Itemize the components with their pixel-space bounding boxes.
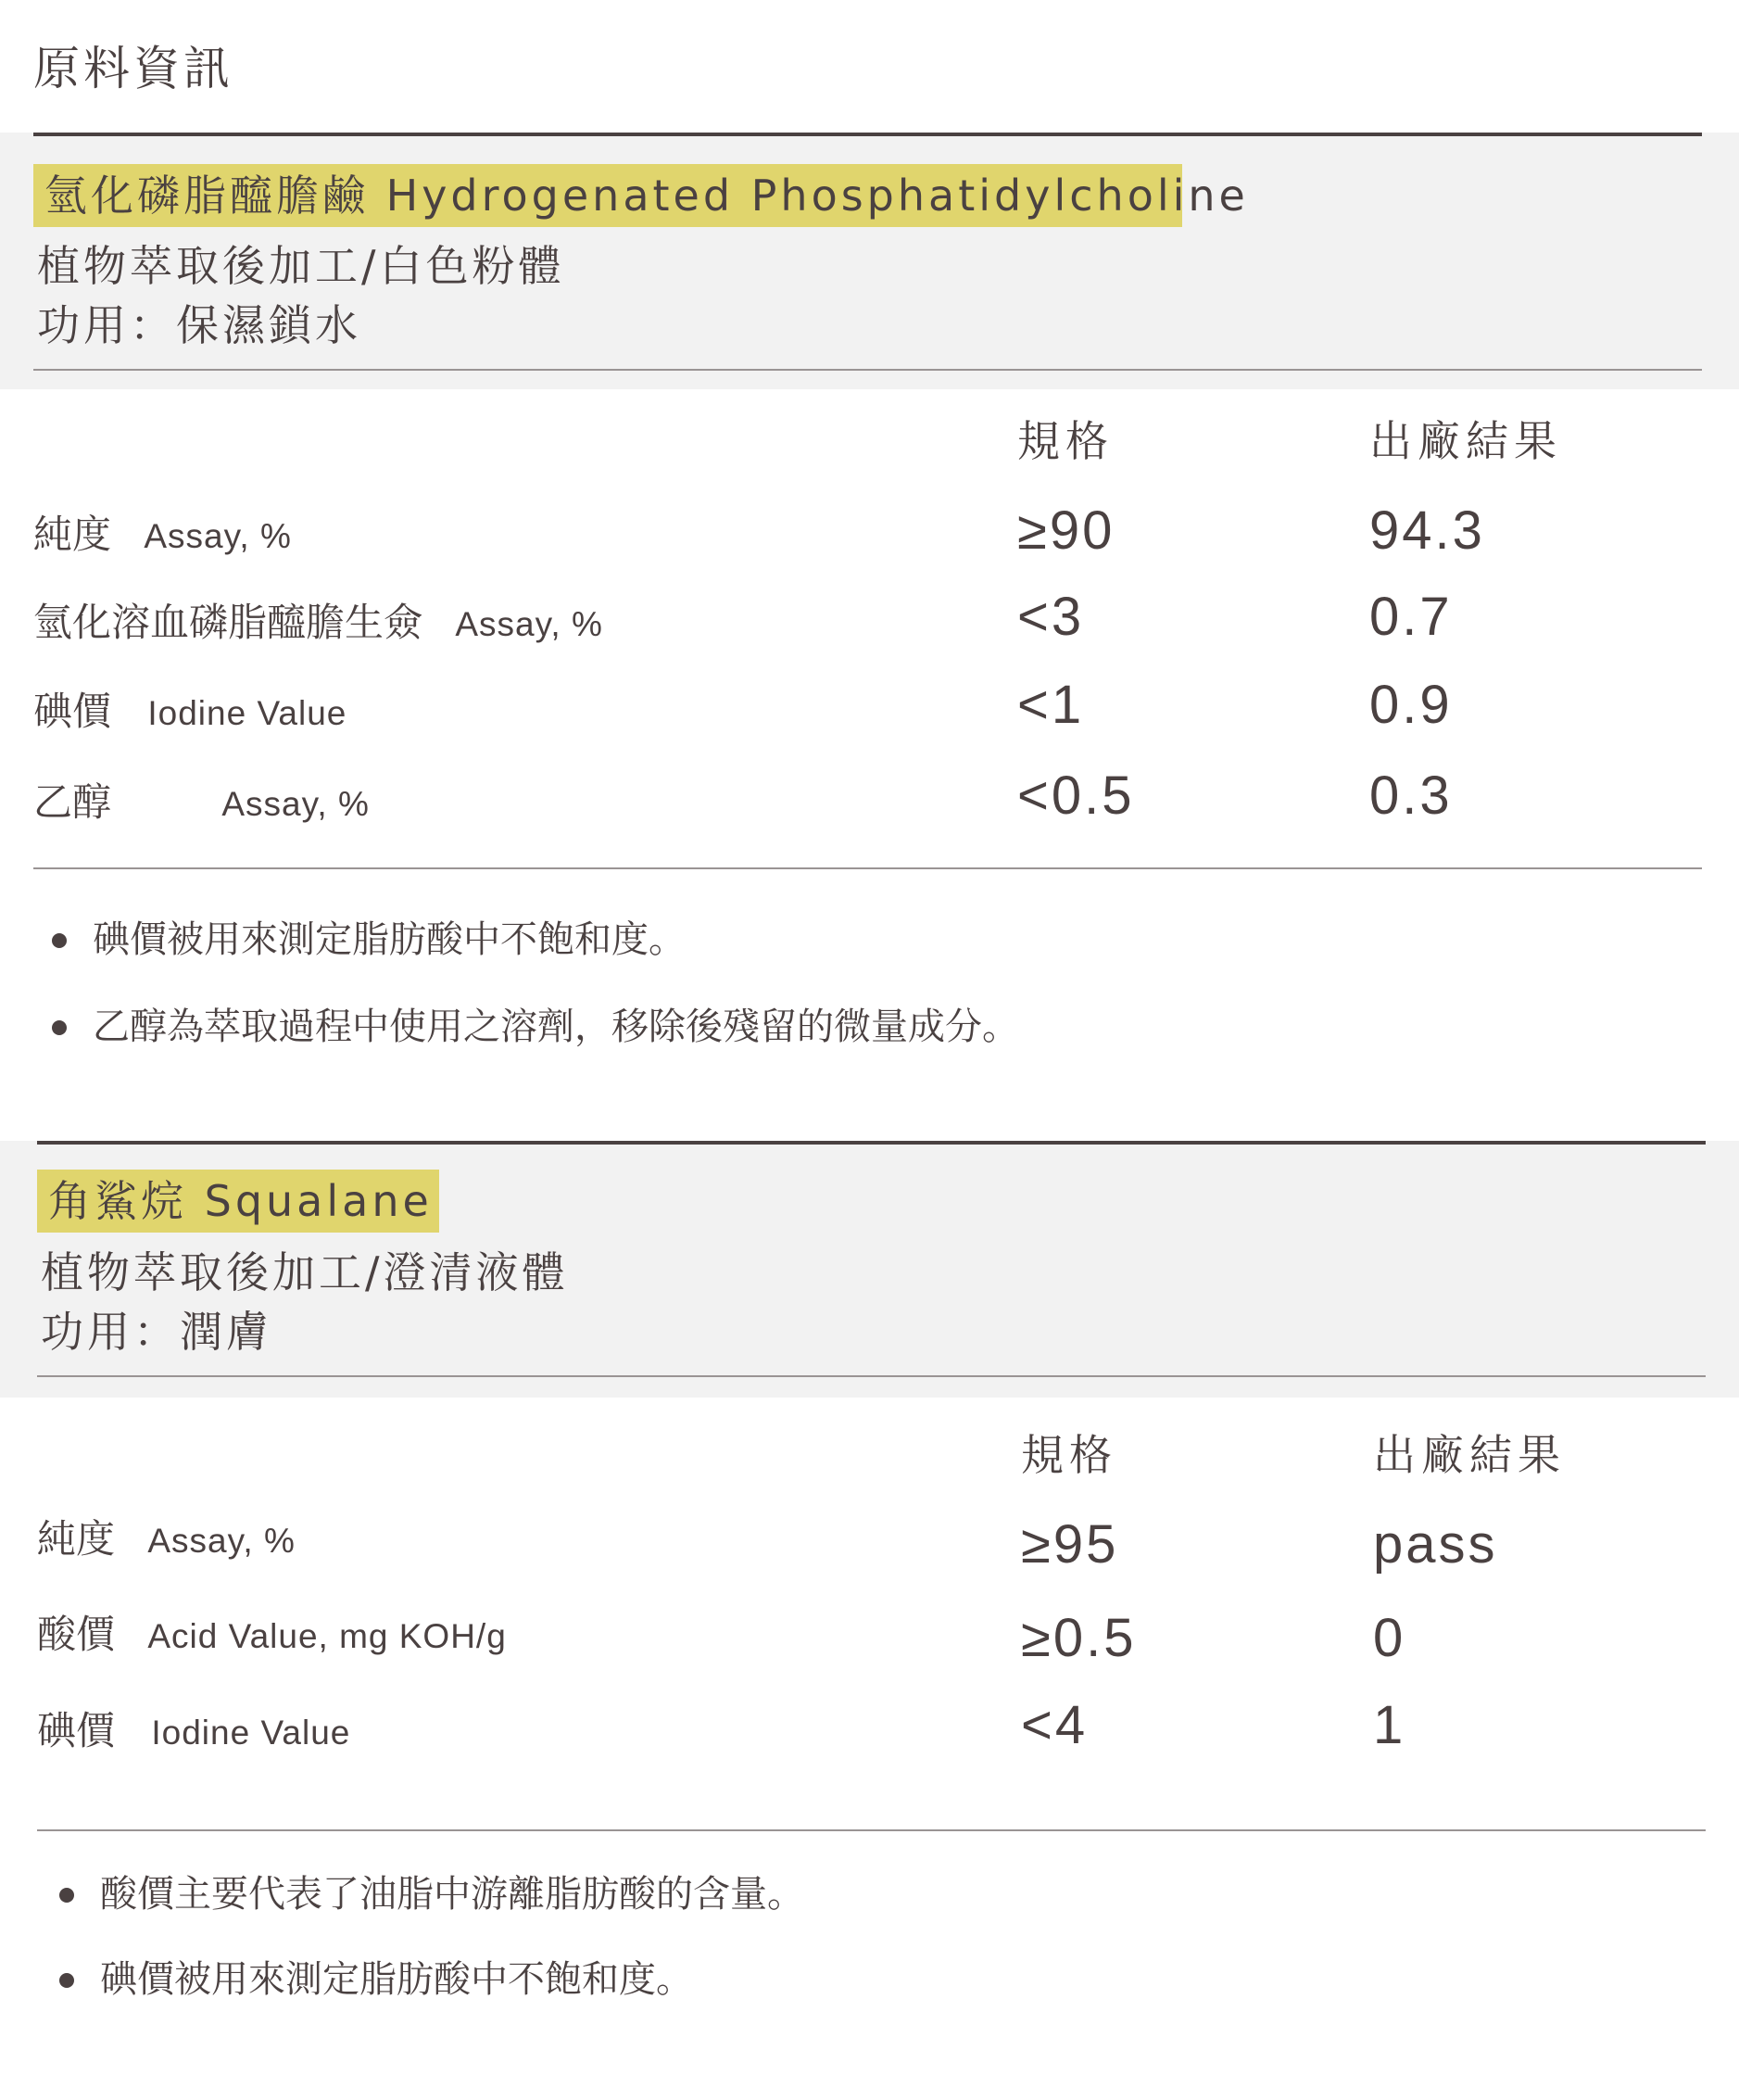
note-item: 碘價被用來測定脂肪酸中不飽和度。 <box>33 914 686 966</box>
ingredient-source: 植物萃取後加工/澄清液體 <box>41 1247 569 1297</box>
note-item: 酸價主要代表了油脂中游離脂肪酸的含量。 <box>41 1868 804 1920</box>
row-result: 0.9 <box>1369 675 1453 735</box>
row-label-zh: 純度 <box>37 1516 116 1562</box>
row-label-en: Assay, % <box>147 1522 296 1560</box>
row-result: 94.3 <box>1369 500 1485 561</box>
divider <box>33 133 1702 136</box>
row-spec: <1 <box>1017 675 1085 735</box>
column-header-spec: 規格 <box>1017 416 1114 466</box>
row-label-zh: 純度 <box>33 512 112 557</box>
row-label <box>33 686 347 740</box>
row-result: pass <box>1373 1514 1498 1575</box>
row-label <box>37 1609 507 1663</box>
column-header-result: 出廠結果 <box>1373 1430 1566 1480</box>
ingredient-function: 功用：潤膚 <box>41 1307 272 1357</box>
row-spec: ≥90 <box>1017 500 1115 561</box>
row-label <box>33 509 292 563</box>
column-header-spec: 規格 <box>1021 1430 1117 1480</box>
row-result: 0.7 <box>1369 587 1453 647</box>
row-label <box>37 1705 350 1759</box>
row-label-en: Iodine Value <box>147 694 347 732</box>
ingredient-source: 植物萃取後加工/白色粉體 <box>37 241 565 291</box>
row-label-en: Assay, % <box>144 517 292 555</box>
row-spec: ≥0.5 <box>1021 1608 1137 1668</box>
row-label-zh: 酸價 <box>37 1612 116 1657</box>
row-label-en: Acid Value, mg KOH/g <box>147 1617 507 1655</box>
row-label-en: Assay, % <box>221 785 370 823</box>
row-label-en: Assay, % <box>455 605 603 643</box>
row-label <box>37 1513 296 1567</box>
ingredient-name: 角鯊烷 Squalane <box>48 1176 433 1226</box>
divider <box>33 369 1702 371</box>
row-label-zh: 碘價 <box>33 689 112 734</box>
row-spec: <4 <box>1021 1695 1089 1755</box>
ingredient-name: 氫化磷脂醯膽鹼 Hydrogenated Phosphatidylcholine <box>44 171 1249 221</box>
row-spec: <3 <box>1017 587 1085 647</box>
ingredient-function: 功用：保濕鎖水 <box>37 300 361 350</box>
row-label-zh: 碘價 <box>37 1708 116 1753</box>
row-result: 0.3 <box>1369 765 1453 826</box>
row-spec: ≥95 <box>1021 1514 1119 1575</box>
divider <box>37 1375 1706 1377</box>
row-result: 0 <box>1373 1608 1406 1668</box>
divider <box>37 1141 1706 1145</box>
row-spec: <0.5 <box>1017 765 1135 826</box>
note-item: 乙醇為萃取過程中使用之溶劑，移除後殘留的微量成分。 <box>33 1001 1019 1053</box>
row-label-zh: 乙醇 <box>33 779 112 825</box>
divider <box>33 867 1702 869</box>
divider <box>37 1829 1706 1831</box>
row-result: 1 <box>1373 1695 1406 1755</box>
row-label <box>33 597 603 651</box>
row-label <box>33 777 370 830</box>
column-header-result: 出廠結果 <box>1369 416 1562 466</box>
page-title: 原料資訊 <box>33 42 233 95</box>
row-label-zh: 氫化溶血磷脂醯膽生僉 <box>33 600 423 645</box>
note-item: 碘價被用來測定脂肪酸中不飽和度。 <box>41 1954 693 2005</box>
row-label-en: Iodine Value <box>151 1714 351 1752</box>
